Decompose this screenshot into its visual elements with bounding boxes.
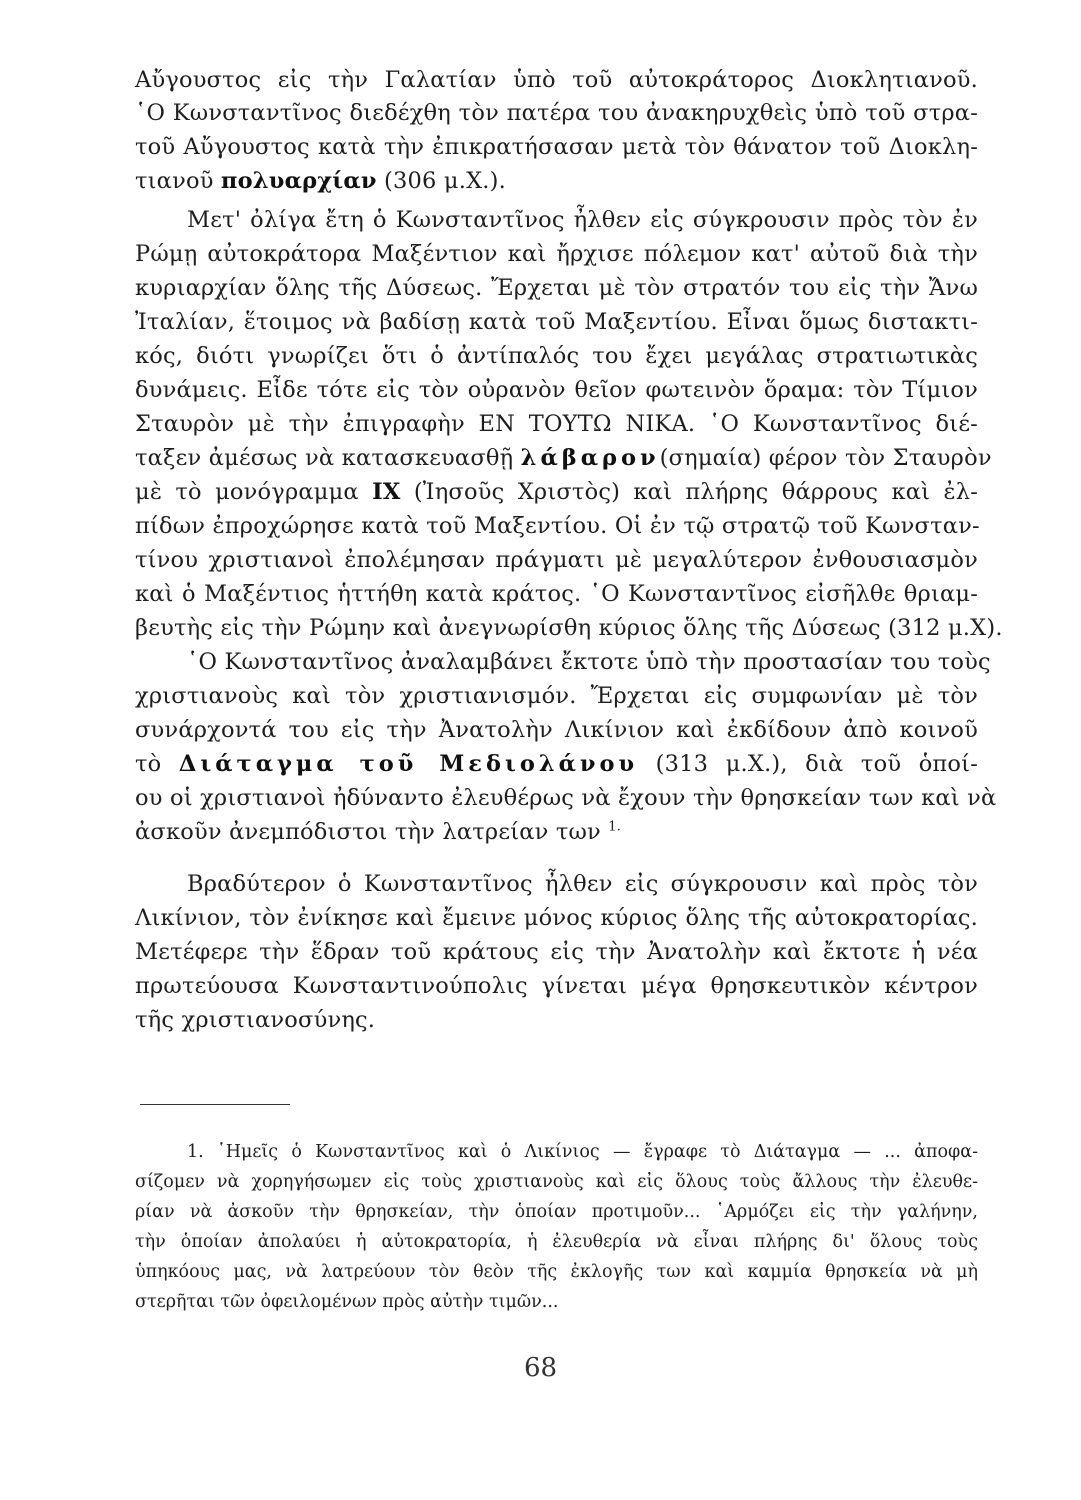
text-line: Αὔγουστος εἰς τὴν Γαλατίαν ὑπὸ τοῦ αὐτοκράτορος Διοκλητιανοῦ. xyxy=(135,67,978,93)
text-line: δυνάμεις. Εἶδε τότε εἰς τὸν οὐρανὸν θεῖον φωτεινὸν ὅραμα: τὸν Τίμιον xyxy=(135,377,978,403)
footnote-line: στερῆται τῶν ὀφειλομένων πρὸς αὐτὴν τιμῶν... xyxy=(135,1292,559,1312)
text-line-rich: μὲ τὸ μονόγραμμα IX (Ἰησοῦς Χριστὸς) καὶ πλήρης θάρρους καὶ ἐλ- xyxy=(135,479,979,505)
text-line: τῆς χριστιανοσύνης. xyxy=(135,1007,376,1033)
footnote-line: τὴν ὁποίαν ἀπολαύει ἡ αὐτοκρατορία, ἡ ἐλευθερία νὰ εἶναι πλήρης δι' ὅλους τοὺς xyxy=(135,1232,978,1252)
text-line-rich: ταξεν ἀμέσως νὰ κατασκευασθῇ λάβαρον(σημαία) φέρον τὸν Σταυρὸν xyxy=(135,445,992,471)
emphasized-term: Διάταγμα τοῦ Μεδιολάνου xyxy=(178,751,639,777)
paragraph-start-line: ῾Ο Κωνσταντῖνος ἀναλαμβάνει ἔκτοτε ὑπὸ τὴν προστασίαν του τοὺς xyxy=(187,649,991,675)
text-line: χριστιανοὺς καὶ τὸν χριστιανισμόν. Ἔρχεται εἰς συμφωνίαν μὲ τὸν xyxy=(135,683,978,709)
text-line-rich: τὸ Διάταγμα τοῦ Μεδιολάνου (313 μ.Χ.), διὰ τοῦ ὁποί- xyxy=(135,751,978,777)
text-line: πίδων ἐπροχώρησε κατὰ τοῦ Μαξεντίου. Οἱ ἐν τῷ στρατῷ τοῦ Κωνσταν- xyxy=(135,513,980,539)
footnote-reference: 1. xyxy=(608,819,622,835)
footnote-line: ὑπηκόους μας, νὰ λατρεύουν τὸν θεὸν τῆς ἐκλογῆς των καὶ καμμία θρησκεία νὰ μὴ xyxy=(135,1262,978,1282)
text-line: Μετέφερε τὴν ἕδραν τοῦ κράτους εἰς τὴν Ἀνατολὴν καὶ ἔκτοτε ἡ νέα xyxy=(135,939,978,965)
page-number: 68 xyxy=(523,1353,558,1383)
paragraph-start-line: Βραδύτερον ὁ Κωνσταντῖνος ἦλθεν εἰς σύγκρουσιν καὶ πρὸς τὸν xyxy=(187,871,978,897)
text-line: πρωτεύουσα Κωνσταντινούπολις γίνεται μέγα θρησκευτικὸν κέντρον xyxy=(135,973,978,999)
text-line xyxy=(135,444,992,472)
text-line: Ἰταλίαν, ἕτοιμος νὰ βαδίσῃ κατὰ τοῦ Μαξεντίου. Εἶναι ὅμως διστακτι- xyxy=(135,309,978,335)
text-line: τοῦ Αὔγουστος κατὰ τὴν ἐπικρατήσασαν μετὰ τὸν θάνατον τοῦ Διοκλη- xyxy=(135,134,978,160)
text-line xyxy=(135,750,978,778)
footnote-line: 1. ῾Ημεῖς ὁ Κωνσταντῖνος καὶ ὁ Λικίνιος — ἔγραφε τὸ Διάταγμα — ... ἀποφα- xyxy=(187,1142,978,1162)
text-line xyxy=(135,167,978,195)
footnote-line: σίζομεν νὰ χορηγήσωμεν εἰς τοὺς χριστιανοὺς καὶ εἰς ὅλους τοὺς ἄλλους τὴν ἐλευθε- xyxy=(135,1172,978,1192)
text-line xyxy=(135,818,978,846)
text-line: βευτὴς εἰς τὴν Ρώμην καὶ ἀνεγνωρίσθη κύριος ὅλης τῆς Δύσεως (312 μ.Χ). xyxy=(135,615,1003,641)
text-line: κυριαρχίαν ὅλης τῆς Δύσεως. Ἔρχεται μὲ τὸν στρατόν του εἰς τὴν Ἄνω xyxy=(135,275,978,301)
text-line: Λικίνιον, τὸν ἐνίκησε καὶ ἔμεινε μόνος κύριος ὅλης τῆς αὐτοκρατορίας. xyxy=(135,905,978,931)
text-line: ῾Ο Κωνσταντῖνος διεδέχθη τὸν πατέρα του ἀνακηρυχθεὶς ὑπὸ τοῦ στρα- xyxy=(135,100,978,126)
paragraph-start-line: Μετ' ὀλίγα ἔτη ὁ Κωνσταντῖνος ἦλθεν εἰς σύγκρουσιν πρὸς τὸν ἐν xyxy=(187,207,978,233)
emphasized-term: IX xyxy=(372,479,401,505)
text-line: κός, διότι γνωρίζει ὅτι ὁ ἀντίπαλός του ἔχει μεγάλας στρατιωτικὰς xyxy=(135,343,978,369)
text-line: καὶ ὁ Μαξέντιος ἡττήθη κατὰ κράτος. ῾Ο Κωνσταντῖνος εἰσῆλθε θριαμ- xyxy=(135,581,978,607)
text-line: ου οἱ χριστιανοὶ ἠδύναντο ἐλευθέρως νὰ ἔχουν τὴν θρησκείαν των καὶ νὰ xyxy=(135,785,997,811)
text-line: συνάρχοντά του εἰς τὴν Ἀνατολὴν Λικίνιον καὶ ἐκδίδουν ἀπὸ κοινοῦ xyxy=(135,717,978,743)
footnote-divider xyxy=(140,1104,290,1105)
text-line: Σταυρὸν μὲ τὴν ἐπιγραφὴν ΕΝ ΤΟΥΤΩ ΝΙΚΑ. ῾Ο Κωνσταντῖνος διέ- xyxy=(135,411,978,437)
emphasized-term: λάβαρον xyxy=(520,445,660,471)
text-line xyxy=(135,478,978,506)
text-line-rich: τιανοῦ πολυαρχίαν (306 μ.Χ.). xyxy=(135,168,506,194)
emphasized-term: πολυαρχίαν xyxy=(220,168,377,194)
text-line-main: ἀσκοῦν ἀνεμπόδιστοι τὴν λατρείαν των xyxy=(135,819,601,845)
text-line: Ρώμῃ αὐτοκράτορα Μαξέντιον καὶ ἤρχισε πόλεμον κατ' αὐτοῦ διὰ τὴν xyxy=(135,241,978,267)
footnote-line: ρίαν νὰ ἀσκοῦν τὴν θρησκείαν, τὴν ὁποίαν προτιμοῦν... ῾Αρμόζει εἰς τὴν γαλήνην, xyxy=(135,1202,978,1222)
text-line: τίνου χριστιανοὶ ἐπολέμησαν πράγματι μὲ μεγαλύτερον ἐνθουσιασμὸν xyxy=(135,547,978,573)
